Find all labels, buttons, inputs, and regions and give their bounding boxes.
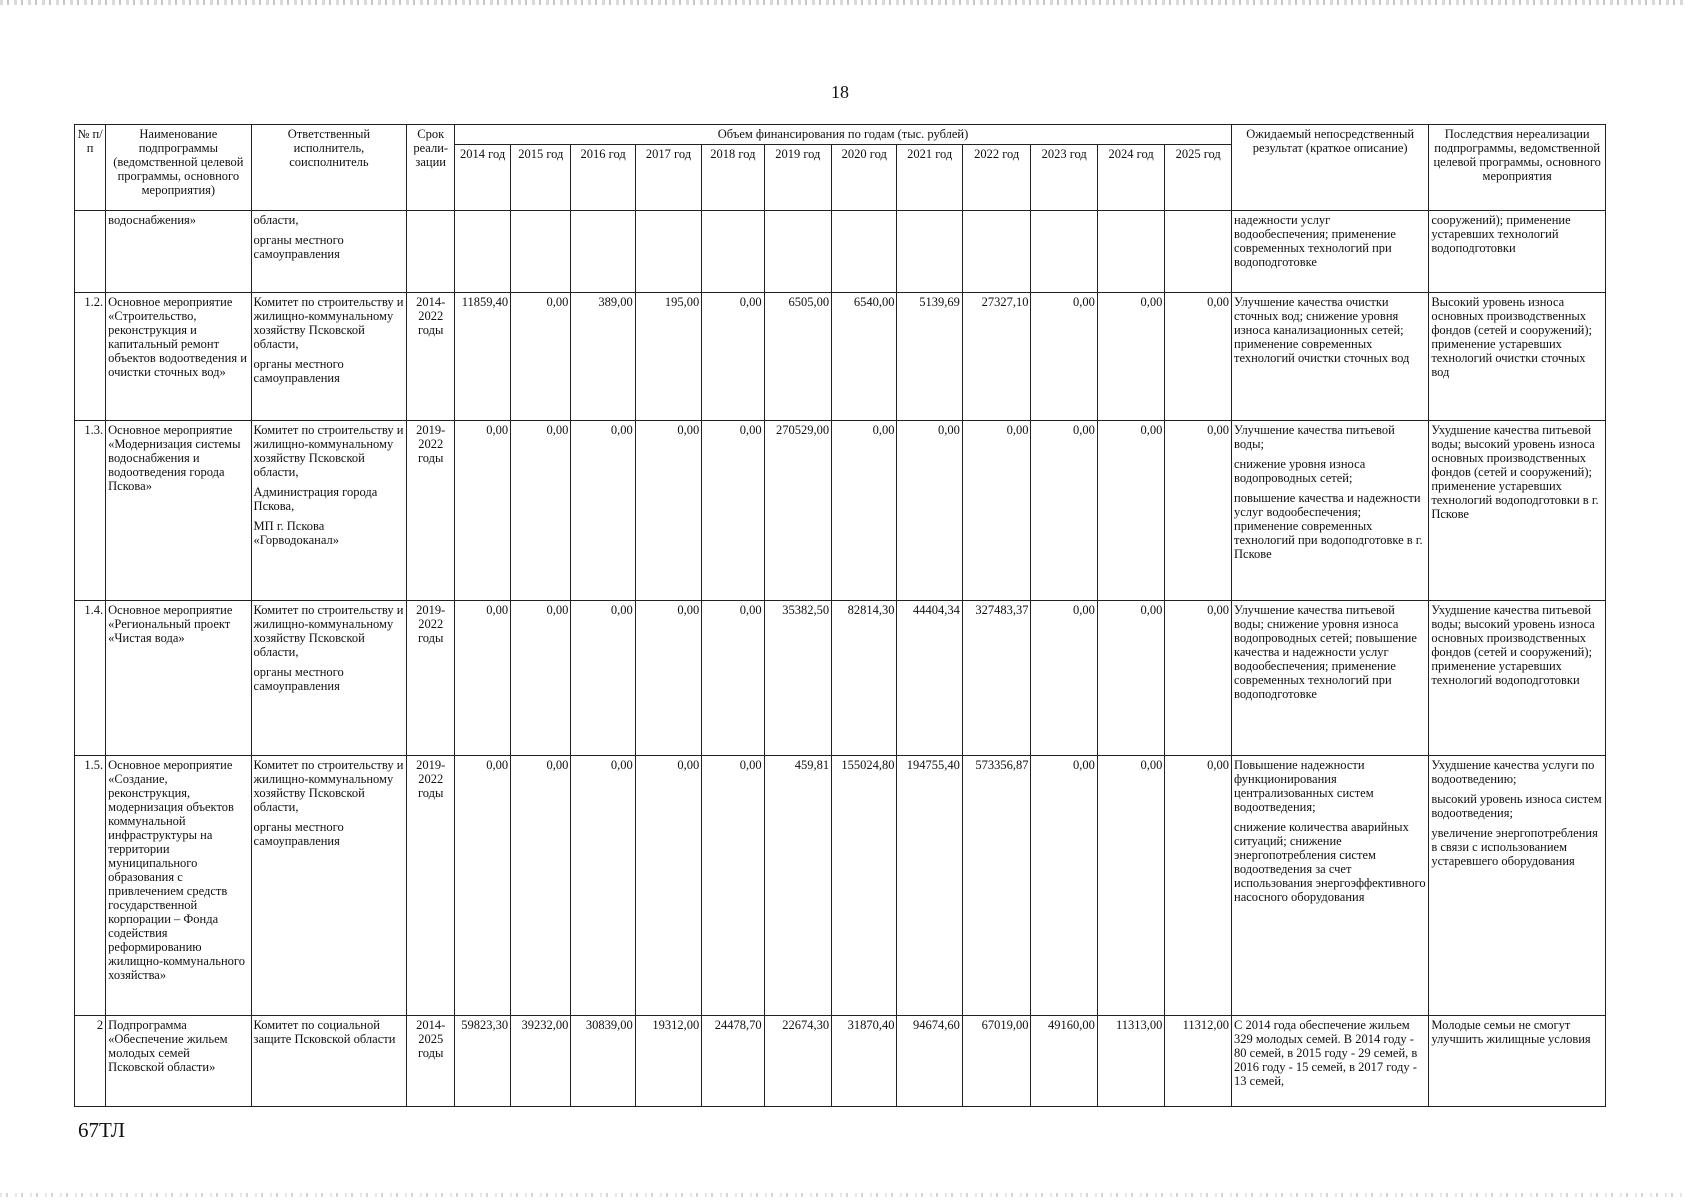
row-consequences	[1429, 755, 1606, 1015]
row-result-text: Улучшение качества питьевой воды;	[1234, 423, 1395, 452]
funding-value: 11313,00	[1097, 1015, 1165, 1106]
scan-edge-top	[0, 0, 1686, 5]
row-name	[106, 601, 251, 756]
funding-value: 0,00	[1165, 421, 1232, 601]
funding-value: 19312,00	[635, 1015, 701, 1106]
row-term: 2014-2025 годы	[407, 1015, 455, 1106]
row-responsible-text: Комитет по строительству и жилищно-коммунальному хозяйству Псковской области,	[253, 757, 404, 814]
table-row	[75, 601, 1606, 756]
funding-value: 27327,10	[962, 293, 1031, 421]
row-number: 2	[75, 1015, 106, 1106]
row-term: 2019-2022 годы	[407, 421, 455, 601]
header-year: 2018 год	[702, 145, 764, 211]
row-responsible-text: органы местного самоуправления	[253, 665, 344, 694]
row-responsible-text: Комитет по строительству и жилищно-коммунальному хозяйству Псковской области,	[253, 295, 404, 352]
funding-value: 0,00	[511, 421, 571, 601]
funding-value: 270529,00	[764, 421, 832, 601]
funding-value: 0,00	[702, 293, 764, 421]
funding-value: 82814,30	[832, 601, 897, 756]
header-year: 2015 год	[511, 145, 571, 211]
row-responsible	[251, 601, 407, 756]
funding-value: 0,00	[571, 421, 635, 601]
row-term: 2019-2022 годы	[407, 601, 455, 756]
funding-value: 35382,50	[764, 601, 832, 756]
row-consequences-text: Ухудшение качества питьевой воды; высокий уровень износа основных производственных фондов (сетей и сооружений); применение устаревших технологий водоподготовки	[1431, 603, 1595, 688]
row-consequences	[1429, 211, 1606, 293]
funding-value: 389,00	[571, 293, 635, 421]
funding-value: 0,00	[635, 755, 701, 1015]
row-responsible	[251, 293, 407, 421]
funding-value: 0,00	[1031, 421, 1097, 601]
funding-value: 0,00	[1165, 601, 1232, 756]
funding-value: 0,00	[511, 755, 571, 1015]
row-number: 1.5.	[75, 755, 106, 1015]
row-name	[106, 421, 251, 601]
row-term: 2019-2022 годы	[407, 755, 455, 1015]
funding-value	[571, 211, 635, 293]
row-responsible	[251, 211, 407, 293]
funding-value: 0,00	[832, 421, 897, 601]
funding-value: 0,00	[1165, 755, 1232, 1015]
table-row	[75, 211, 1606, 293]
funding-value	[1031, 211, 1097, 293]
row-consequences	[1429, 293, 1606, 421]
row-name-text: водоснабжения»	[108, 213, 197, 227]
row-consequences	[1429, 421, 1606, 601]
row-result-text: Улучшение качества питьевой воды; снижение уровня износа водопроводных сетей; повышение качества и надежности услуг водообеспечения; применение современных технологий при водоподготовке	[1234, 603, 1417, 702]
row-responsible-text: Комитет по социальной защите Псковской области	[253, 1017, 396, 1046]
row-consequences	[1429, 601, 1606, 756]
funding-value: 0,00	[1097, 755, 1165, 1015]
funding-value: 194755,40	[897, 755, 962, 1015]
table-row	[75, 421, 1606, 601]
row-responsible-text: Комитет по строительству и жилищно-коммунальному хозяйству Псковской области,	[253, 603, 404, 660]
funding-value: 155024,80	[832, 755, 897, 1015]
funding-value: 31870,40	[832, 1015, 897, 1106]
row-consequences-text: сооружений); применение устаревших технологий водоподготовки	[1431, 213, 1571, 255]
table-row	[75, 293, 1606, 421]
header-year: 2016 год	[571, 145, 635, 211]
row-result-text: надежности услуг водообеспечения; применение современных технологий при водоподготовке	[1234, 213, 1396, 269]
header-year: 2021 год	[897, 145, 962, 211]
funding-table	[74, 124, 1606, 1107]
row-responsible-text: области,	[253, 213, 299, 227]
row-number: 1.2.	[75, 293, 106, 421]
header-funding-group: Объем финансирования по годам (тыс. рублей)	[455, 125, 1232, 145]
header-result: Ожидаемый непосредственный результат (краткое описание)	[1232, 125, 1429, 211]
funding-value: 5139,69	[897, 293, 962, 421]
table-row	[75, 1015, 1606, 1106]
row-result-text: Повышение надежности функционирования централизованных систем водоотведения;	[1234, 757, 1374, 814]
row-consequences	[1429, 1015, 1606, 1106]
row-result	[1232, 421, 1429, 601]
header-name: Наименование подпрограммы (ведомственной целевой программы, основного мероприятия)	[106, 125, 251, 211]
header-year: 2014 год	[455, 145, 511, 211]
page-number: 18	[831, 82, 849, 102]
funding-value: 0,00	[455, 421, 511, 601]
row-responsible-text: Комитет по строительству и жилищно-коммунальному хозяйству Псковской области,	[253, 423, 404, 480]
row-result	[1232, 211, 1429, 293]
row-result	[1232, 755, 1429, 1015]
row-result-text: снижение количества аварийных ситуаций; снижение энергопотребления систем водоотведения за счет использования энергоэффективного насосного оборудования	[1234, 819, 1426, 904]
row-name-text: Основное мероприятие «Создание, реконструкция, модернизация объектов коммунальной инфраструктуры на территории муниципального образования с привлечением средств государственной корпорации – Фонда содействия реформированию жилищно-коммунального хозяйства»	[108, 757, 245, 982]
funding-value: 0,00	[897, 421, 962, 601]
funding-value: 6540,00	[832, 293, 897, 421]
row-responsible	[251, 1015, 407, 1106]
funding-value: 0,00	[1097, 421, 1165, 601]
row-consequences-text: высокий уровень износа систем водоотведения;	[1431, 791, 1602, 820]
row-name	[106, 755, 251, 1015]
funding-value: 0,00	[1097, 601, 1165, 756]
funding-value	[702, 211, 764, 293]
row-name-text: Основное мероприятие «Строительство, реконструкция и капитальный ремонт объектов водоотведения и очистки сточных вод»	[108, 295, 247, 380]
scan-edge-bottom	[0, 1193, 1686, 1197]
document-stamp: 67ТЛ	[78, 1118, 126, 1142]
row-consequences-text: Молодые семьи не смогут улучшить жилищные условия	[1431, 1017, 1591, 1046]
row-consequences-text: Высокий уровень износа основных производственных фондов (сетей и сооружений); применение устаревших технологий очистки сточных вод	[1431, 295, 1592, 380]
row-responsible-text: органы местного самоуправления	[253, 233, 344, 261]
row-consequences-text: увеличение энергопотребления в связи с использованием устаревшего оборудования	[1431, 825, 1598, 868]
row-name-text: Основное мероприятие «Модернизация системы водоснабжения и водоотведения города Пскова»	[108, 423, 241, 494]
funding-value: 11312,00	[1165, 1015, 1232, 1106]
funding-value: 30839,00	[571, 1015, 635, 1106]
funding-value: 44404,34	[897, 601, 962, 756]
row-name-text: Подпрограмма «Обеспечение жильем молодых семей Псковской области»	[108, 1017, 228, 1074]
row-term	[407, 211, 455, 293]
funding-value	[1097, 211, 1165, 293]
funding-value: 0,00	[1165, 293, 1232, 421]
funding-value: 22674,30	[764, 1015, 832, 1106]
row-result	[1232, 1015, 1429, 1106]
row-name	[106, 293, 251, 421]
row-responsible-text: органы местного самоуправления	[253, 819, 344, 848]
header-year: 2022 год	[962, 145, 1031, 211]
funding-value: 0,00	[962, 421, 1031, 601]
funding-value: 0,00	[702, 755, 764, 1015]
funding-value: 24478,70	[702, 1015, 764, 1106]
funding-value: 0,00	[571, 601, 635, 756]
funding-value: 0,00	[1031, 293, 1097, 421]
row-result	[1232, 601, 1429, 756]
header-year: 2017 год	[635, 145, 701, 211]
funding-value: 0,00	[1031, 755, 1097, 1015]
row-number: 1.3.	[75, 421, 106, 601]
funding-value: 0,00	[511, 293, 571, 421]
funding-value: 11859,40	[455, 293, 511, 421]
table-row	[75, 755, 1606, 1015]
funding-value: 0,00	[702, 601, 764, 756]
header-year: 2020 год	[832, 145, 897, 211]
funding-value	[1165, 211, 1232, 293]
funding-value: 327483,37	[962, 601, 1031, 756]
row-responsible	[251, 421, 407, 601]
row-result-text: снижение уровня износа водопроводных сетей;	[1234, 457, 1366, 486]
funding-value: 195,00	[635, 293, 701, 421]
funding-value: 49160,00	[1031, 1015, 1097, 1106]
funding-value	[832, 211, 897, 293]
funding-value: 0,00	[635, 421, 701, 601]
row-consequences-text: Ухудшение качества услуги по водоотведению;	[1431, 757, 1595, 786]
row-result	[1232, 293, 1429, 421]
funding-value	[511, 211, 571, 293]
header-consequences: Последствия нереализации подпрограммы, ведомственной целевой программы, основного мероприятия	[1429, 125, 1606, 211]
funding-value: 0,00	[635, 601, 701, 756]
header-term: Срок реали-зации	[407, 125, 455, 211]
row-result-text: С 2014 года обеспечение жильем 329 молодых семей. В 2014 году - 80 семей, в 2015 году - 29 семей, в 2016 году - 15 семей, в 2017 году - 13 семей,	[1234, 1017, 1418, 1088]
funding-value: 0,00	[1031, 601, 1097, 756]
header-year: 2023 год	[1031, 145, 1097, 211]
header-no: № п/п	[75, 125, 106, 211]
row-consequences-text: Ухудшение качества питьевой воды; высокий уровень износа основных производственных фондов (сетей и сооружений); применение устаревших технологий водоподготовки в г. Пскове	[1431, 423, 1599, 522]
row-responsible-text: Администрация города Пскова,	[253, 485, 378, 514]
funding-value: 0,00	[1097, 293, 1165, 421]
row-result-text: повышение качества и надежности услуг водообеспечения; применение современных технологий при водоподготовке в г. Пскове	[1234, 491, 1423, 562]
row-responsible-text: МП г. Пскова «Горводоканал»	[253, 519, 340, 548]
funding-value: 6505,00	[764, 293, 832, 421]
funding-value: 39232,00	[511, 1015, 571, 1106]
funding-value: 0,00	[455, 755, 511, 1015]
funding-value: 67019,00	[962, 1015, 1031, 1106]
row-responsible-text: органы местного самоуправления	[253, 357, 344, 386]
funding-value	[897, 211, 962, 293]
funding-value: 0,00	[455, 601, 511, 756]
funding-value	[455, 211, 511, 293]
row-number	[75, 211, 106, 293]
funding-value: 0,00	[571, 755, 635, 1015]
funding-value: 459,81	[764, 755, 832, 1015]
row-term: 2014-2022 годы	[407, 293, 455, 421]
funding-value: 0,00	[511, 601, 571, 756]
funding-value	[764, 211, 832, 293]
row-result-text: Улучшение качества очистки сточных вод; снижение уровня износа канализационных сетей; применение современных технологий очистки сточных вод	[1234, 295, 1410, 366]
header-year: 2019 год	[764, 145, 832, 211]
row-name-text: Основное мероприятие «Региональный проект «Чистая вода»	[108, 603, 233, 646]
funding-value: 94674,60	[897, 1015, 962, 1106]
funding-value: 0,00	[702, 421, 764, 601]
row-number: 1.4.	[75, 601, 106, 756]
row-name	[106, 211, 251, 293]
funding-value	[635, 211, 701, 293]
funding-value: 573356,87	[962, 755, 1031, 1015]
funding-value	[962, 211, 1031, 293]
header-responsible: Ответственный исполнитель, соисполнитель	[251, 125, 407, 211]
funding-value: 59823,30	[455, 1015, 511, 1106]
header-year: 2024 год	[1097, 145, 1165, 211]
header-year: 2025 год	[1165, 145, 1232, 211]
row-responsible	[251, 755, 407, 1015]
row-name	[106, 1015, 251, 1106]
